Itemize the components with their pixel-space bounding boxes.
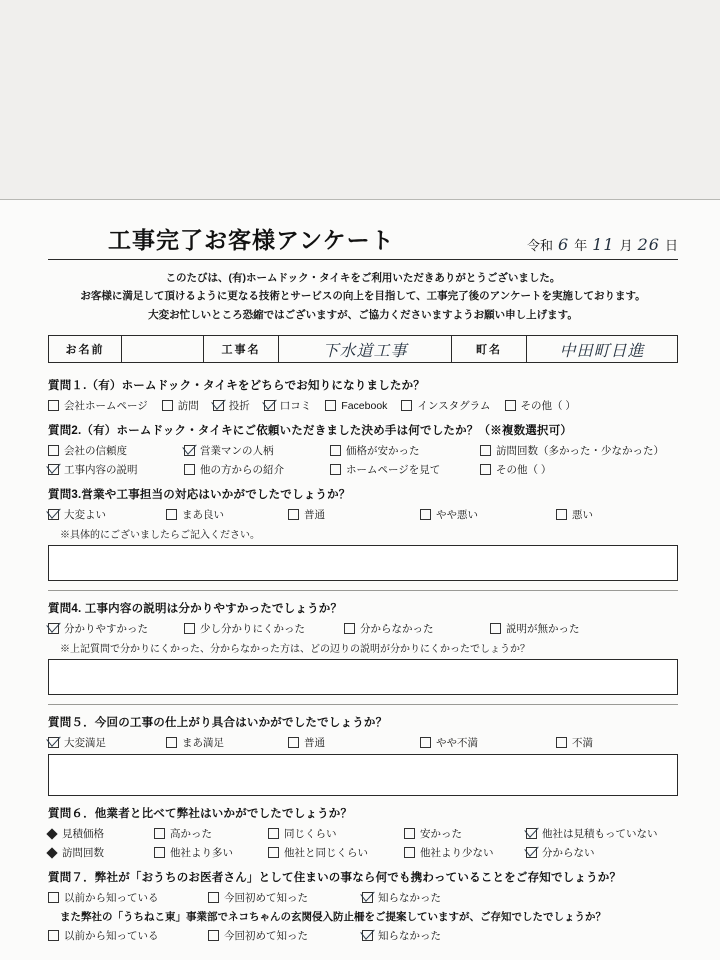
checkbox-icon[interactable]	[264, 400, 275, 411]
checkbox-icon[interactable]	[48, 445, 59, 456]
q7b-option-2-label: 知らなかった	[378, 930, 441, 943]
q6-option-7-label: 分からない	[542, 847, 595, 860]
checkbox-icon[interactable]	[166, 737, 177, 748]
lead-line-2: お客様に満足して頂けるように更なる技術とサービスの向上を目指して、工事完了後のアンケートを実施しております。	[80, 290, 646, 303]
diamond-bullet-icon	[46, 847, 57, 858]
checkbox-icon[interactable]	[48, 623, 59, 634]
q6-option-6-label: 他社より少ない	[420, 847, 494, 860]
checkbox-icon[interactable]	[362, 930, 373, 941]
date-year-value: 6	[558, 235, 570, 254]
checkbox-icon[interactable]	[184, 464, 195, 475]
town-name-label: 町名	[452, 336, 527, 362]
q7b-option-2[interactable]	[362, 928, 441, 943]
question-7	[48, 869, 678, 943]
checkbox-icon[interactable]	[490, 623, 501, 634]
checkbox-icon[interactable]	[330, 464, 341, 475]
checkbox-icon[interactable]	[162, 400, 173, 411]
work-name-label: 工事名	[204, 336, 279, 362]
q3-option-1-label: まあ良い	[182, 509, 224, 522]
q3-option-1[interactable]	[166, 507, 274, 522]
q4-option-2[interactable]	[344, 621, 476, 636]
question-4-note: ※上記質問で分かりにくかった、分からなかった方は、どの辺りの説明が分かりにくかったでしょうか？	[60, 644, 530, 656]
q6-option-0-label: 高かった	[170, 828, 212, 841]
question-7-note: また弊社の「うちねこ東」事業部でネコちゃんの玄関侵入防止柵をご提案していますが、ご存知でしたでしょうか？	[60, 911, 606, 924]
q2-option-3[interactable]	[480, 443, 664, 458]
date-year-unit: 年	[574, 238, 588, 253]
q4-option-3-label: 説明が無かった	[506, 623, 580, 636]
checkbox-icon[interactable]	[268, 847, 279, 858]
question-2-options-row-1	[48, 443, 678, 458]
checkbox-icon[interactable]	[404, 847, 415, 858]
town-name-value: 中田町日進	[559, 340, 645, 360]
q2-option-4-label: 工事内容の説明	[64, 464, 138, 477]
q3-option-2-label: 普通	[304, 509, 325, 522]
customer-name-field[interactable]	[122, 336, 204, 362]
checkbox-icon[interactable]	[420, 509, 431, 520]
question-4-free-text[interactable]	[48, 659, 678, 695]
q6-option-1[interactable]	[268, 826, 390, 841]
diamond-bullet-icon	[46, 828, 57, 839]
checkbox-icon[interactable]	[556, 509, 567, 520]
q1-option-3[interactable]	[264, 398, 312, 413]
q4-option-1[interactable]	[184, 621, 330, 636]
q6-option-3[interactable]	[526, 826, 658, 841]
q4-option-1-label: 少し分かりにくかった	[200, 623, 305, 636]
q3-option-3[interactable]	[420, 507, 542, 522]
question-5	[48, 714, 678, 796]
q5-option-4[interactable]	[556, 735, 593, 750]
checkbox-icon[interactable]	[213, 400, 224, 411]
checkbox-icon[interactable]	[48, 400, 59, 411]
q6-row1-label-text: 見積価格	[62, 828, 104, 841]
question-3-free-text[interactable]	[48, 545, 678, 581]
q6-option-1-label: 同じくらい	[284, 828, 337, 841]
q5-option-0-label: 大変満足	[64, 737, 106, 750]
question-1-title: 質問１.（有）ホームドック・タイキをどちらでお知りになりましたか？	[48, 380, 425, 393]
checkbox-icon[interactable]	[48, 509, 59, 520]
q6-row2-label-text: 訪問回数	[62, 847, 104, 860]
q7b-option-0[interactable]	[48, 928, 194, 943]
checkbox-icon[interactable]	[480, 464, 491, 475]
q6-row2-label	[48, 845, 140, 860]
q5-option-2[interactable]	[288, 735, 406, 750]
date-day-value: 26	[637, 235, 660, 254]
question-3-options	[48, 507, 678, 522]
question-2-title: 質問2.（有）ホームドック・タイキにご依頼いただきました決め手は何でしたか？（※複数選択可）	[48, 425, 573, 438]
date-month-value: 11	[592, 235, 615, 254]
checkbox-icon[interactable]	[48, 892, 59, 903]
q7-option-2-label: 知らなかった	[378, 892, 441, 905]
q5-option-4-label: 不満	[572, 737, 593, 750]
divider	[48, 590, 678, 591]
q3-option-0-label: 大変よい	[64, 509, 106, 522]
checkbox-icon[interactable]	[184, 623, 195, 634]
question-1	[48, 377, 678, 413]
checkbox-icon[interactable]	[48, 737, 59, 748]
checkbox-icon[interactable]	[404, 828, 415, 839]
q4-option-2-label: 分からなかった	[360, 623, 434, 636]
q1-option-4-label: Facebook	[341, 399, 388, 412]
q7b-option-1-label: 今回初めて知った	[224, 930, 308, 943]
q1-option-0[interactable]	[48, 398, 148, 413]
question-3	[48, 486, 678, 581]
q3-option-0[interactable]	[48, 507, 152, 522]
divider	[48, 704, 678, 705]
q2-option-3-label: 訪問回数（多かった・少なかった）	[496, 445, 664, 458]
customer-name-label: お名前	[49, 336, 122, 362]
q5-option-2-label: 普通	[304, 737, 325, 750]
q2-option-2[interactable]	[330, 443, 466, 458]
q7b-option-0-label: 以前から知っている	[64, 930, 159, 943]
q3-option-2[interactable]	[288, 507, 406, 522]
question-7-options-2	[48, 928, 678, 943]
customer-info-bar	[48, 335, 678, 363]
q2-option-6[interactable]	[330, 462, 466, 477]
checkbox-icon[interactable]	[154, 847, 165, 858]
q3-option-4-label: 悪い	[572, 509, 593, 522]
q2-option-1[interactable]	[184, 443, 316, 458]
q3-option-4[interactable]	[556, 507, 593, 522]
question-7-options	[48, 890, 678, 905]
q4-option-3[interactable]	[490, 621, 580, 636]
q1-option-5[interactable]	[401, 398, 490, 413]
question-5-options	[48, 735, 678, 750]
q1-option-1[interactable]	[162, 398, 199, 413]
checkbox-icon[interactable]	[184, 445, 195, 456]
q1-option-6[interactable]	[505, 398, 576, 413]
q7-option-2[interactable]	[362, 890, 441, 905]
checkbox-icon[interactable]	[208, 930, 219, 941]
q2-option-4[interactable]	[48, 462, 170, 477]
q7-option-1-label: 今回初めて知った	[224, 892, 308, 905]
checkbox-icon[interactable]	[48, 464, 59, 475]
checkbox-icon[interactable]	[505, 400, 516, 411]
q2-option-5[interactable]	[184, 462, 316, 477]
q7-option-0-label: 以前から知っている	[64, 892, 159, 905]
date-month-unit: 月	[619, 238, 633, 253]
question-5-title: 質問５．今回の工事の仕上がり具合はいかがでしたでしょうか？	[48, 717, 388, 730]
q6-option-2[interactable]	[404, 826, 512, 841]
q2-option-6-label: ホームページを見て	[346, 464, 441, 477]
work-name-field[interactable]	[279, 336, 452, 362]
q5-option-0[interactable]	[48, 735, 152, 750]
lead-line-3: 大変お忙しいところ恐縮ではございますが、ご協力くださいますようお願い申し上げます。	[148, 308, 578, 321]
checkbox-icon[interactable]	[330, 445, 341, 456]
q6-option-5-label: 他社と同じくらい	[284, 847, 368, 860]
q6-option-4[interactable]	[154, 845, 254, 860]
q1-option-3-label: 口コミ	[279, 400, 312, 413]
lead-paragraph	[48, 269, 678, 324]
q2-option-0[interactable]	[48, 443, 170, 458]
q2-option-7[interactable]	[480, 462, 551, 477]
checkbox-icon[interactable]	[268, 828, 279, 839]
checkbox-icon[interactable]	[362, 892, 373, 903]
question-3-note: ※具体的にございましたらご記入ください。	[60, 530, 260, 542]
q5-option-3-label: やや不満	[436, 737, 478, 750]
checkbox-icon[interactable]	[344, 623, 355, 634]
q1-option-6-label: その他（ ）	[520, 400, 576, 413]
question-2-options-row-2	[48, 462, 678, 477]
q5-option-3[interactable]	[420, 735, 542, 750]
page-title: 工事完了お客様アンケート	[108, 227, 395, 253]
era-label: 令和	[527, 238, 554, 253]
work-name-value: 下水道工事	[322, 340, 408, 360]
q6-option-2-label: 安かった	[420, 828, 462, 841]
checkbox-icon[interactable]	[420, 737, 431, 748]
question-3-title: 質問3.営業や工事担当の対応はいかがでしたでしょうか？	[48, 489, 351, 502]
q6-option-6[interactable]	[404, 845, 512, 860]
checkbox-icon[interactable]	[526, 847, 537, 858]
question-6	[48, 805, 678, 860]
question-1-options	[48, 398, 678, 413]
checkbox-icon[interactable]	[166, 509, 177, 520]
q1-option-2[interactable]	[213, 398, 250, 413]
checkbox-icon[interactable]	[288, 509, 299, 520]
q4-option-0-label: 分かりやすかった	[64, 623, 148, 636]
q7-option-1[interactable]	[208, 890, 348, 905]
checkbox-icon[interactable]	[154, 828, 165, 839]
page-bottom-fade	[0, 946, 720, 960]
q7b-option-1[interactable]	[208, 928, 348, 943]
q6-option-4-label: 他社より多い	[170, 847, 233, 860]
q1-option-0-label: 会社ホームページ	[64, 400, 148, 413]
lead-line-1: このたびは、(有)ホームドック・タイキをご利用いただきありがとうございました。	[165, 272, 561, 284]
q6-option-0[interactable]	[154, 826, 254, 841]
checkbox-icon[interactable]	[480, 445, 491, 456]
q2-option-7-label: その他（ ）	[496, 464, 552, 477]
document-header	[48, 222, 678, 260]
checkbox-icon[interactable]	[325, 400, 336, 411]
question-2	[48, 422, 678, 477]
q2-option-2-label: 価格が安かった	[346, 445, 420, 458]
q6-row1-label	[48, 826, 140, 841]
question-6-title: 質問６．他業者と比べて弊社はいかがでしたでしょうか？	[48, 808, 353, 821]
date-block	[527, 235, 678, 257]
q6-option-7[interactable]	[526, 845, 595, 860]
survey-document	[48, 222, 678, 952]
q1-option-4[interactable]	[325, 400, 387, 412]
q2-option-1-label: 営業マンの人柄	[200, 445, 274, 458]
checkbox-icon[interactable]	[208, 892, 219, 903]
q2-option-0-label: 会社の信頼度	[64, 445, 127, 458]
question-7-title: 質問７．弊社が「おうちのお医者さん」として住まいの事なら何でも携わっていることをご存知でしょうか？	[48, 872, 622, 885]
question-4	[48, 600, 678, 695]
question-4-title: 質問4. 工事内容の説明は分かりやすかったでしょうか？	[48, 603, 343, 616]
checkbox-icon[interactable]	[401, 400, 412, 411]
q1-option-5-label: インスタグラム	[417, 400, 491, 413]
q5-option-1-label: まあ満足	[182, 737, 224, 750]
q6-option-3-label: 他社は見積もっていない	[542, 828, 658, 841]
q1-option-1-label: 訪問	[177, 400, 199, 413]
checkbox-icon[interactable]	[288, 737, 299, 748]
q4-option-0[interactable]	[48, 621, 170, 636]
q7-option-0[interactable]	[48, 890, 194, 905]
q3-option-3-label: やや悪い	[436, 509, 478, 522]
date-day-unit: 日	[664, 238, 678, 253]
question-6-options-row-2	[48, 845, 678, 860]
question-5-free-text[interactable]	[48, 754, 678, 796]
q2-option-5-label: 他の方からの紹介	[200, 464, 284, 477]
checkbox-icon[interactable]	[556, 737, 567, 748]
question-6-options-row-1	[48, 826, 678, 841]
q1-option-2-label: 投折	[228, 400, 250, 413]
scan-top-margin	[0, 0, 720, 200]
q6-option-5[interactable]	[268, 845, 390, 860]
question-4-options	[48, 621, 678, 636]
checkbox-icon[interactable]	[526, 828, 537, 839]
town-name-field[interactable]	[527, 336, 677, 362]
checkbox-icon[interactable]	[48, 930, 59, 941]
q5-option-1[interactable]	[166, 735, 274, 750]
